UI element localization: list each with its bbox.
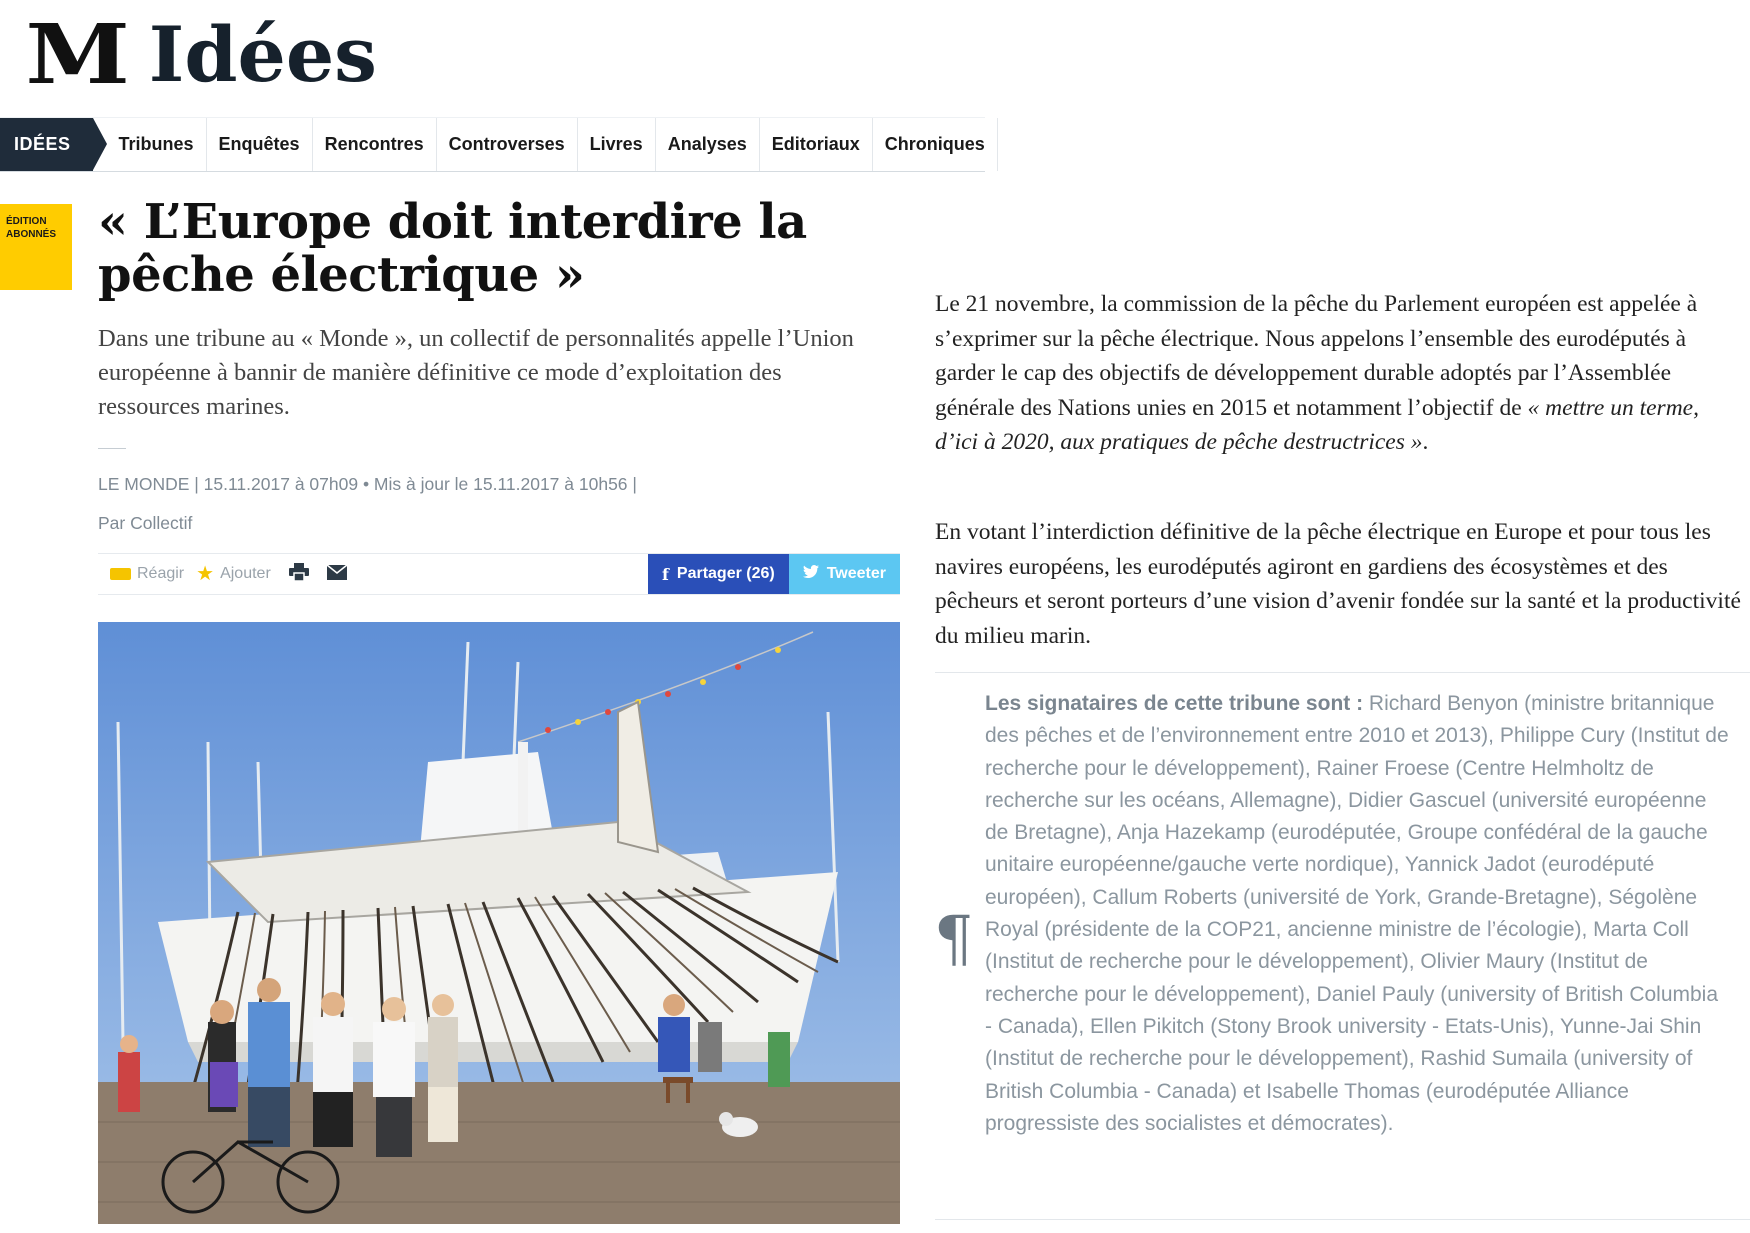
masthead	[25, 7, 377, 103]
section-title[interactable]: Idées	[148, 10, 377, 99]
facebook-share-label: Partager (26)	[676, 565, 775, 582]
paragraph-1-end: .	[1422, 429, 1429, 455]
react-label: Réagir	[137, 565, 185, 582]
tweet-label: Tweeter	[826, 565, 886, 582]
edition-abonnes-badge	[0, 204, 72, 290]
paragraph-1-quote: « mettre un terme, d’ici à 2020, aux pratiques de pêche destructrices »	[935, 394, 1699, 455]
signatories-label: Les signataires de cette tribune sont :	[985, 692, 1364, 715]
signatories-divider-top	[935, 672, 1750, 673]
badge-line-2: ABONNÉS	[6, 228, 57, 240]
mail-icon[interactable]	[327, 564, 347, 584]
divider	[98, 448, 126, 449]
signatories-divider-bottom	[935, 1219, 1750, 1220]
facebook-share-button[interactable]	[648, 554, 789, 594]
nav-home-idees[interactable]: IDÉES	[0, 118, 93, 171]
article-paragraph-2: En votant l’interdiction définitive de la pêche électrique en Europe et pour tous les navires européens, les eurodéputés agiront en gardiens des écosystèmes et des pêcheurs et seront porteurs d’une vision d’avenir fondée sur la santé et la productivité du milieu marin.	[935, 519, 1741, 649]
article-photo	[98, 622, 900, 1224]
signatories-text: Richard Benyon (ministre britannique des pêches et de l’environnement entre 2010 et 2013), Philippe Cury (Institut de recherche pour le développement), Rainer Froese (Centre Helmholtz de recherche sur les océans, Allemagne), Didier Gascuel (université européenne de Bretagne), Anja Hazekamp (eurodéputée, Groupe confédéral de la gauche unitaire européenne/gauche verte nordique), Yannick Jadot (eurodéputé européen), Callum Roberts (université de York, Grande-Bretagne), Ségolène Royal (présidente de la COP21, ancienne ministre de l’écologie), Marta Coll (Institut de recherche pour le développement), Olivier Maury (Institut de recherche pour le développement), Daniel Pauly (university of British Columbia - Canada), Ellen Pikitch (Stony Brook university - Etats-Unis), Yunne-Jai Shin (Institut de recherche pour le développement), Rashid Sumaila (university of British Columbia - Canada) et Isabelle Thomas (eurodéputée Alliance progressiste des socialistes et démocrates).	[985, 692, 1729, 1135]
twitter-icon	[803, 565, 819, 583]
nav-item-rencontres[interactable]: Rencontres	[313, 118, 437, 171]
article-paragraph-1	[935, 287, 1747, 460]
signatories-block	[985, 688, 1730, 1140]
section-nav	[0, 117, 985, 172]
print-icon[interactable]	[289, 563, 309, 585]
react-button[interactable]	[110, 565, 184, 583]
star-icon: ★	[196, 563, 215, 585]
nav-list	[107, 118, 998, 171]
nav-item-editoriaux[interactable]: Editoriaux	[760, 118, 873, 171]
article-lede: Dans une tribune au « Monde », un collectif de personnalités appelle l’Union européenne à bannir de manière définitive ce mode d’exploitation des ressources marines.	[98, 325, 854, 420]
paragraph-1-text: Le 21 novembre, la commission de la pêche du Parlement européen est appelée à s’exprimer sur la pêche électrique. Nous appelons l’ensemble des eurodéputés à garder le cap des objectifs de développement durable adoptés par l’Assemblée générale des Nations unies en 2015 et notamment l’objectif de	[935, 291, 1698, 421]
share-buttons	[648, 554, 900, 594]
add-button[interactable]	[196, 564, 271, 584]
nav-item-chroniques[interactable]: Chroniques	[873, 118, 998, 171]
tweet-button[interactable]	[789, 554, 900, 594]
article-headline: « L’Europe doit interdire la pêche électrique »	[98, 194, 807, 303]
facebook-icon: f	[662, 564, 669, 584]
nav-item-controverses[interactable]: Controverses	[437, 118, 578, 171]
le-monde-logo[interactable]: M	[25, 7, 126, 103]
article-toolbar	[98, 553, 900, 595]
pilcrow-icon: ¶	[934, 902, 974, 975]
badge-line-1: ÉDITION	[6, 216, 47, 227]
nav-item-tribunes[interactable]: Tribunes	[107, 118, 207, 171]
nav-item-livres[interactable]: Livres	[578, 118, 656, 171]
article-dateline: LE MONDE | 15.11.2017 à 07h09 • Mis à jour le 15.11.2017 à 10h56 |	[98, 474, 637, 494]
add-label: Ajouter	[220, 565, 271, 582]
nav-item-analyses[interactable]: Analyses	[656, 118, 760, 171]
chat-icon	[110, 568, 131, 580]
article-byline[interactable]: Par Collectif	[98, 513, 193, 533]
nav-item-enquetes[interactable]: Enquêtes	[207, 118, 313, 171]
